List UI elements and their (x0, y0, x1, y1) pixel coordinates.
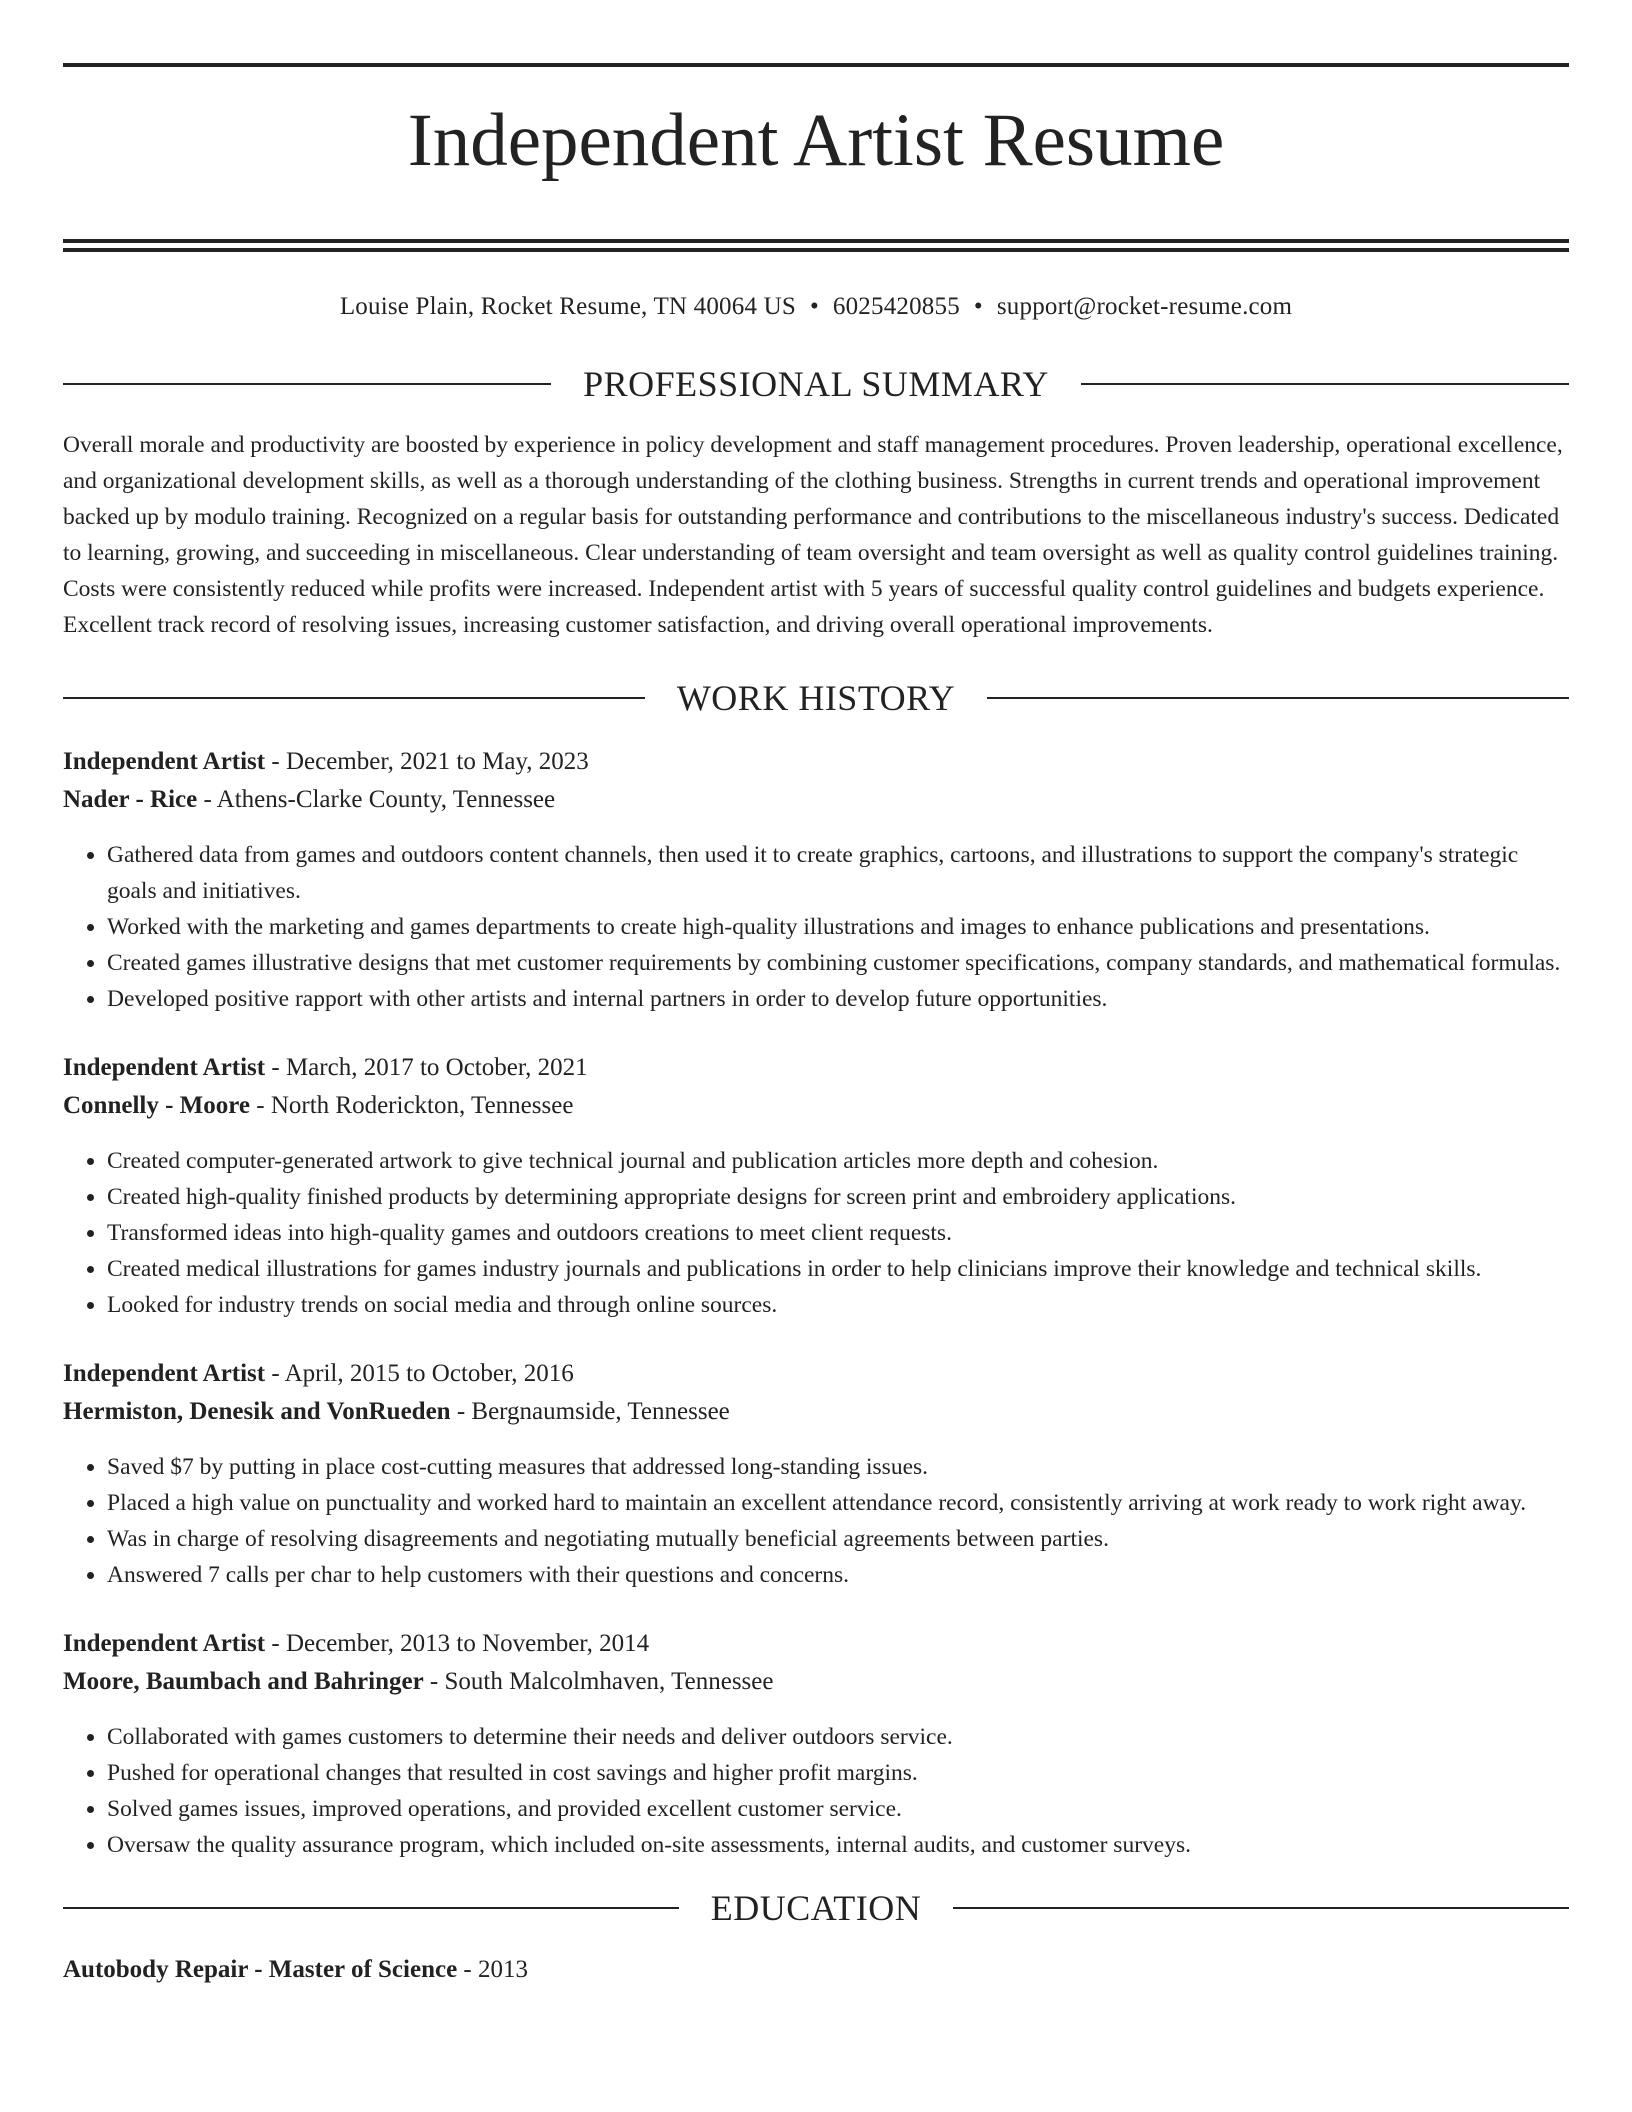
contact-email: support@rocket-resume.com (996, 293, 1293, 320)
job-title-line (63, 1355, 1569, 1393)
heading-rule (953, 1907, 1569, 1909)
job-entry (63, 1355, 1569, 1593)
job-bullet: • Collaborated with games customers to determine their needs and deliver outdoors service. (107, 1719, 1569, 1755)
resume-title: Independent Artist Resume (407, 99, 1225, 182)
job-title: Independent Artist (63, 748, 266, 775)
job-bullet: • Looked for industry trends on social media and through online sources. (107, 1287, 1569, 1323)
job-location: - South Malcolmhaven, Tennessee (423, 1668, 774, 1695)
job-company: Nader - Rice (63, 786, 198, 813)
section-heading-education (63, 1888, 1569, 1928)
job-title-line (63, 1625, 1569, 1663)
job-dates: - December, 2021 to May, 2023 (265, 748, 589, 775)
job-bullets (63, 1143, 1569, 1323)
job-bullet: • Placed a high value on punctuality and worked hard to maintain an excellent attendance record, consistently arriving at work ready to work right away. (107, 1485, 1569, 1521)
job-bullet: • Pushed for operational changes that resulted in cost savings and higher profit margins. (107, 1755, 1569, 1791)
job-entry (63, 1049, 1569, 1323)
job-title: Independent Artist (63, 1630, 266, 1657)
heading-rule (987, 697, 1569, 699)
top-rule (63, 63, 1569, 67)
job-company-line (63, 781, 1569, 819)
job-entry (63, 743, 1569, 1017)
job-bullets (63, 1449, 1569, 1593)
job-location: - North Roderickton, Tennessee (250, 1092, 574, 1119)
job-bullets (63, 837, 1569, 1017)
job-dates: - March, 2017 to October, 2021 (265, 1054, 588, 1081)
section-heading-work (63, 678, 1569, 718)
job-dates: - April, 2015 to October, 2016 (265, 1360, 574, 1387)
job-title: Independent Artist (63, 1360, 266, 1387)
job-bullet: • Saved $7 by putting in place cost-cutting measures that addressed long-standing issues. (107, 1449, 1569, 1485)
contact-separator: • (973, 293, 983, 320)
section-heading-summary (63, 364, 1569, 404)
job-bullet: • Answered 7 calls per char to help customers with their questions and concerns. (107, 1557, 1569, 1593)
job-bullet: • Worked with the marketing and games departments to create high-quality illustrations and images to enhance publications and presentations. (107, 909, 1569, 945)
job-bullet: • Gathered data from games and outdoors content channels, then used it to create graphics, cartoons, and illustrations to support the company's strategic goals and initiatives. (107, 837, 1569, 909)
job-bullets (63, 1719, 1569, 1863)
job-title: Independent Artist (63, 1054, 266, 1081)
job-company-line (63, 1393, 1569, 1431)
heading-rule (63, 383, 551, 385)
job-bullet: • Oversaw the quality assurance program, which included on-site assessments, internal audits, and customer surveys. (107, 1827, 1569, 1863)
education-year: - 2013 (457, 1956, 528, 1983)
education-degree: Autobody Repair - Master of Science (63, 1956, 458, 1983)
job-company: Hermiston, Denesik and VonRueden (63, 1398, 451, 1425)
job-dates: - December, 2013 to November, 2014 (265, 1630, 650, 1657)
heading-rule (63, 697, 645, 699)
contact-separator: • (809, 293, 819, 320)
heading-rule (63, 1907, 679, 1909)
education-entry (63, 1951, 1569, 1989)
job-company-line (63, 1663, 1569, 1701)
section-title-education: EDUCATION (710, 1888, 922, 1928)
job-bullet: • Created high-quality finished products by determining appropriate designs for screen print and embroidery applications. (107, 1179, 1569, 1215)
title-double-rule (63, 239, 1569, 252)
job-company: Connelly - Moore (63, 1092, 251, 1119)
job-bullet: • Was in charge of resolving disagreements and negotiating mutually beneficial agreements between parties. (107, 1521, 1569, 1557)
section-title-work: WORK HISTORY (676, 678, 956, 718)
contact-address: Louise Plain, Rocket Resume, TN 40064 US (339, 293, 796, 320)
summary-paragraph: Overall morale and productivity are boosted by experience in policy development and staff management procedures. Proven leadership, operational excellence, and organizational development skills, as well as a thorough understanding of the clothing business. Strengths in current trends and operational improvement backed up by modulo training. Recognized on a regular basis for outstanding performance and contributions to the miscellaneous industry's success. Dedicated to learning, growing, and succeeding in miscellaneous. Clear understanding of team oversight and team oversight as well as quality control guidelines training. Costs were consistently reduced while profits were increased. Independent artist with 5 years of successful quality control guidelines and budgets experience. Excellent track record of resolving issues, increasing customer satisfaction, and driving overall operational improvements. (63, 432, 1563, 638)
job-location: - Bergnaumside, Tennessee (450, 1398, 730, 1425)
job-company-line (63, 1087, 1569, 1125)
job-entry (63, 1625, 1569, 1863)
job-bullet: • Solved games issues, improved operations, and provided excellent customer service. (107, 1791, 1569, 1827)
job-location: - Athens-Clarke County, Tennessee (197, 786, 556, 813)
job-bullet: • Created computer-generated artwork to give technical journal and publication articles more depth and cohesion. (107, 1143, 1569, 1179)
job-bullet: • Created medical illustrations for games industry journals and publications in order to help clinicians improve their knowledge and technical skills. (107, 1251, 1569, 1287)
job-bullet: • Developed positive rapport with other artists and internal partners in order to develop future opportunities. (107, 981, 1569, 1017)
job-company: Moore, Baumbach and Bahringer (63, 1668, 424, 1695)
contact-line (63, 287, 1569, 327)
contact-phone: 6025420855 (832, 293, 960, 320)
heading-rule (1081, 383, 1569, 385)
section-title-summary: PROFESSIONAL SUMMARY (583, 364, 1049, 404)
job-title-line (63, 743, 1569, 781)
job-bullet: • Created games illustrative designs that met customer requirements by combining customer specifications, company standards, and mathematical formulas. (107, 945, 1569, 981)
job-title-line (63, 1049, 1569, 1087)
job-bullet: • Transformed ideas into high-quality games and outdoors creations to meet client requests. (107, 1215, 1569, 1251)
